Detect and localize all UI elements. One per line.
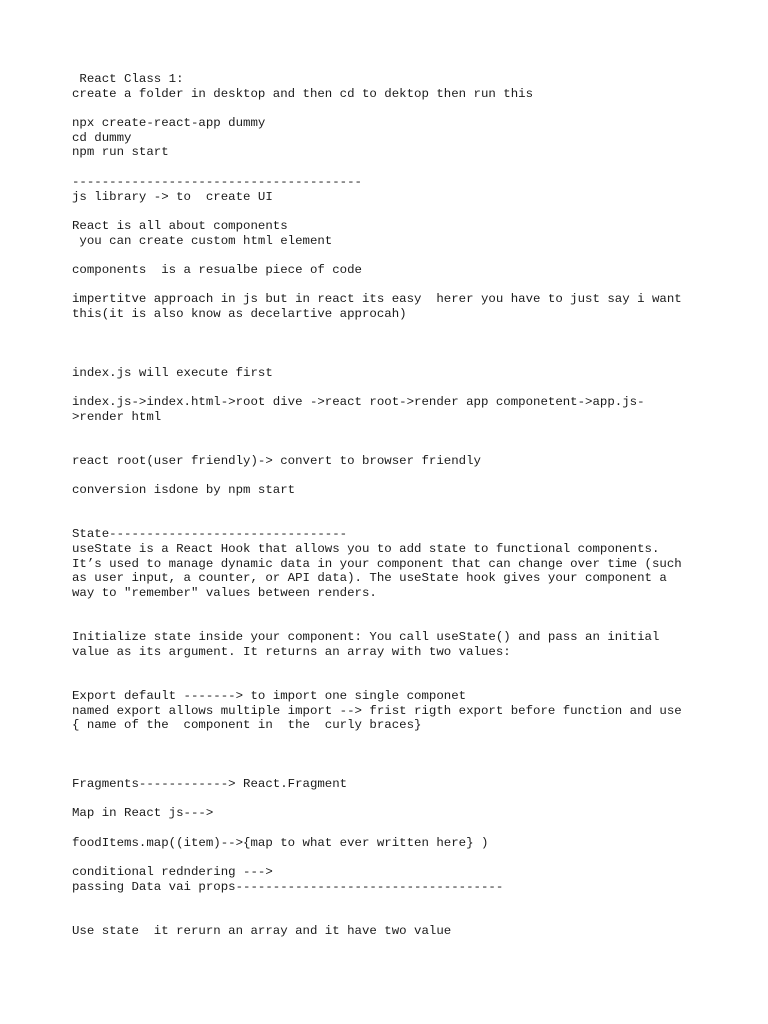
blank-line — [72, 380, 712, 395]
blank-line — [72, 792, 712, 807]
text-line: js library -> to create UI — [72, 189, 273, 204]
blank-line — [72, 498, 712, 513]
text-line: this(it is also know as decelartive approcah) — [72, 307, 407, 321]
blank-line — [72, 615, 712, 630]
text-line: conversion isdone by npm start — [72, 483, 296, 498]
text-line: you can create custom html element — [72, 233, 333, 248]
blank-line — [72, 850, 712, 865]
text-line: value as its argument. It returns an array with two values: — [72, 644, 511, 659]
blank-line — [72, 278, 712, 293]
text-line: Export default -------> to import one single componet — [72, 688, 467, 703]
blank-line — [72, 733, 712, 748]
blank-line — [72, 160, 712, 175]
text-line: passing Data vai props------------------------------------ — [72, 879, 504, 894]
text-line: components is a resualbe piece of code — [72, 262, 362, 277]
blank-line — [72, 601, 712, 616]
text-line: Initialize state inside your component: You call useState() and pass an initial — [72, 630, 660, 645]
text-line: --------------------------------------- — [72, 174, 362, 189]
text-line: as user input, a counter, or API data). The useState hook gives your component a — [72, 571, 667, 586]
text-line: index.js->index.html->root dive ->react root->render app componetent->app.js- — [72, 395, 645, 410]
text-line: way to "remember" values between renders. — [72, 586, 377, 601]
text-line: React is all about components — [72, 218, 288, 233]
text-line: Map in React js---> — [72, 806, 214, 821]
blank-line — [72, 336, 712, 351]
text-line: named export allows multiple import --> frist rigth export before function and use — [72, 703, 682, 718]
blank-line — [72, 909, 712, 924]
text-line: cd dummy — [72, 130, 132, 145]
text-line: index.js will execute first — [72, 365, 273, 380]
text-line: impertitve approach in js but in react its easy herer you have to just say i want — [72, 292, 682, 307]
blank-line — [72, 748, 712, 763]
text-line: react root(user friendly)-> convert to browser friendly — [72, 453, 481, 468]
text-line: Use state it rerurn an array and it have two value — [72, 923, 452, 938]
text-line: React Class 1: — [72, 72, 184, 86]
text-line: conditional redndering ---> — [72, 865, 273, 880]
blank-line — [72, 660, 712, 675]
blank-line — [72, 762, 712, 777]
blank-line — [72, 204, 712, 219]
blank-line — [72, 439, 712, 454]
blank-line — [72, 425, 712, 440]
text-line: { name of the component in the curly braces} — [72, 718, 422, 733]
text-line: npx create-react-app dummy — [72, 116, 266, 131]
blank-line — [72, 101, 712, 116]
text-line: Fragments------------> React.Fragment — [72, 777, 348, 791]
text-line: >render html — [72, 409, 162, 424]
text-line: npm run start — [72, 145, 169, 160]
blank-line — [72, 322, 712, 337]
blank-line — [72, 351, 712, 366]
text-line: State-------------------------------- — [72, 527, 348, 542]
text-line: create a folder in desktop and then cd to dektop then run this — [72, 86, 534, 101]
blank-line — [72, 248, 712, 263]
blank-line — [72, 469, 712, 484]
blank-line — [72, 821, 712, 836]
text-line: It’s used to manage dynamic data in your component that can change over time (such — [72, 556, 682, 571]
blank-line — [72, 513, 712, 528]
document-body — [72, 72, 712, 939]
blank-line — [72, 674, 712, 689]
blank-line — [72, 895, 712, 910]
text-line: foodItems.map((item)-->{map to what ever written here} ) — [72, 835, 489, 850]
text-line: useState is a React Hook that allows you to add state to functional components. — [72, 542, 660, 556]
